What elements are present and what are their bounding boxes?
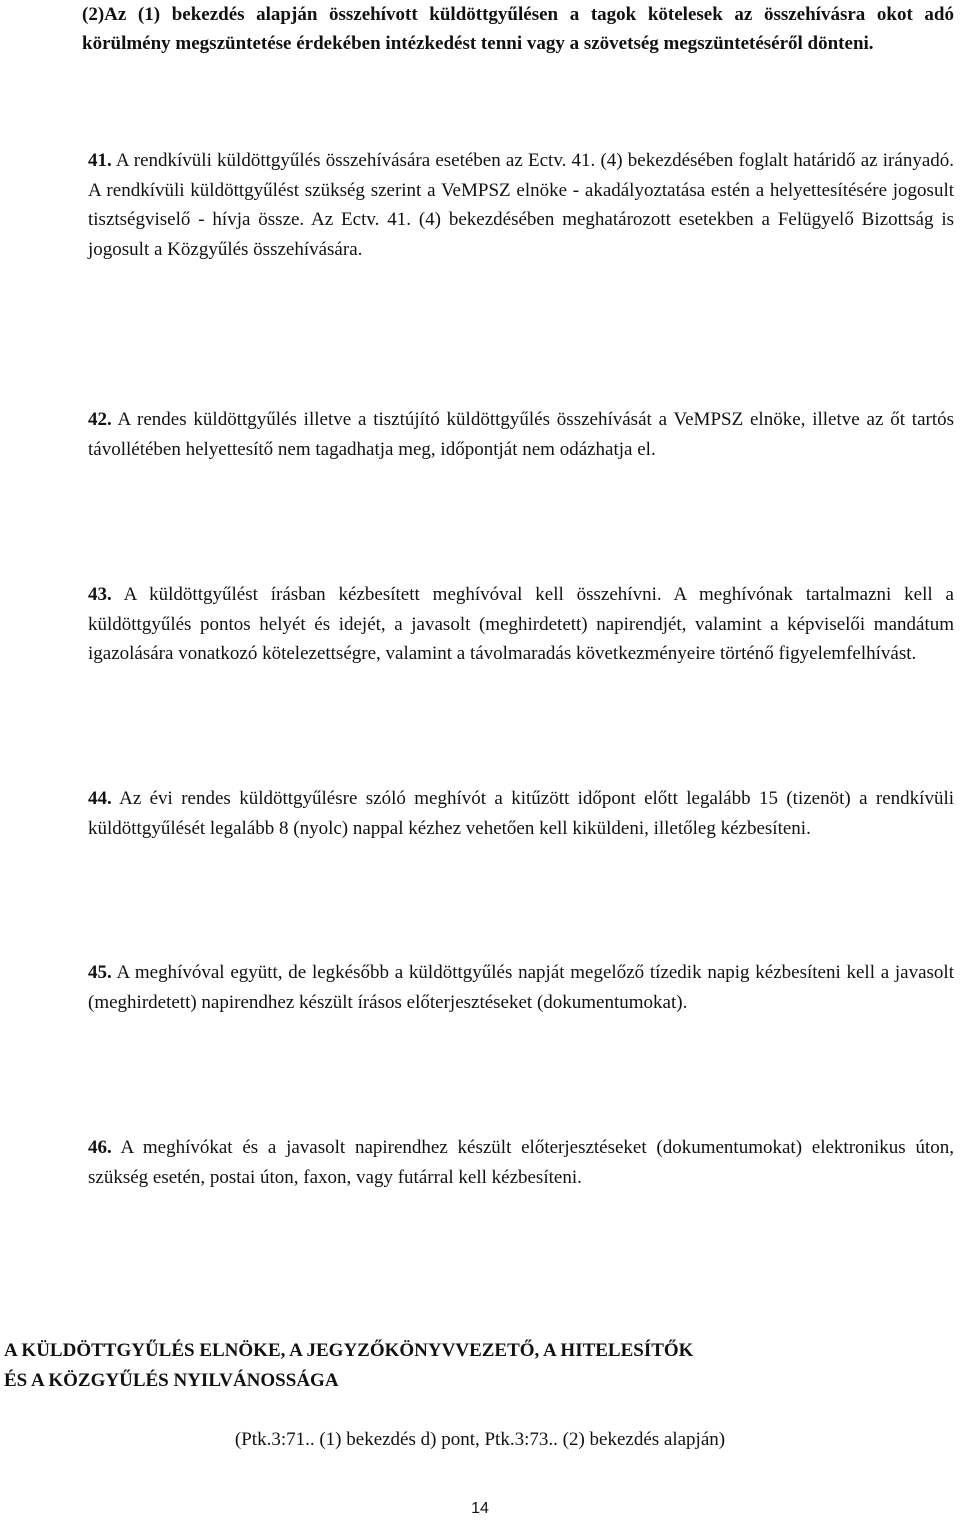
section-44 <box>88 784 954 843</box>
section-text: A meghívókat és a javasolt napirendhez készült előterjesztéseket (dokumentumokat) elektronikus úton, szükség esetén, postai úton, faxon, vagy futárral kell kézbesíteni. <box>88 1137 954 1188</box>
section-41 <box>88 146 954 264</box>
page-number: 14 <box>471 1500 489 1517</box>
legal-reference: (Ptk.3:71.. (1) bekezdés d) pont, Ptk.3:73.. (2) bekezdés alapján) <box>234 1429 726 1450</box>
section-number: 43. <box>88 584 112 605</box>
section-number: 45. <box>88 962 112 983</box>
section-number: 46. <box>88 1137 112 1158</box>
heading-line-1: A KÜLDÖTTGYŰLÉS ELNÖKE, A JEGYZŐKÖNYVVEZETŐ, A HITELESÍTŐK <box>4 1340 694 1361</box>
section-number: 41. <box>88 150 112 171</box>
section-46 <box>88 1133 954 1192</box>
section-number: 42. <box>88 409 112 430</box>
section-text: A rendkívüli küldöttgyűlés összehívására esetében az Ectv. 41. (4) bekezdésében foglalt határidő az irányadó. A rendkívüli küldöttgyűlést szükség szerint a VeMPSZ elnöke - akadályoztatása estén a helyettesítésére jogosult tisztségviselő - hívja össze. Az Ectv. 41. (4) bekezdésében meghatározott esetekben a Felügyelő Bizottság is jogosult a Közgyűlés összehívására. <box>88 150 955 260</box>
heading-line-2: ÉS A KÖZGYŰLÉS NYILVÁNOSSÁGA <box>4 1370 339 1391</box>
section-43 <box>88 580 954 669</box>
section-42 <box>88 405 954 464</box>
section-45 <box>88 958 954 1017</box>
chapter-heading <box>4 1336 954 1396</box>
section-number: 44. <box>88 788 112 809</box>
intro-paragraph: (2)Az (1) bekezdés alapján összehívott küldöttgyűlésen a tagok kötelesek az összehívásra okot adó körülmény megszüntetése érdekében intézkedést tenni vagy a szövetség megszüntetéséről dönteni. <box>82 4 954 54</box>
section-text: A rendes küldöttgyűlés illetve a tisztújító küldöttgyűlés összehívását a VeMPSZ elnöke, illetve az őt tartós távollétében helyettesítő nem tagadhatja meg, időpontját nem odázhatja el. <box>88 409 955 460</box>
section-text: A meghívóval együtt, de legkésőbb a küldöttgyűlés napját megelőző tízedik napig kézbesíteni kell a javasolt (meghirdetett) napirendhez készült írásos előterjesztéseket (dokumentumokat). <box>88 962 954 1013</box>
section-text: Az évi rendes küldöttgyűlésre szóló meghívót a kitűzött időpont előtt legalább 15 (tizenöt) a rendkívüli küldöttgyűlését legalább 8 (nyolc) nappal kézhez vehetően kell kiküldeni, illetőleg kézbesíteni. <box>88 788 955 839</box>
section-text: A küldöttgyűlést írásban kézbesített meghívóval kell összehívni. A meghívónak tartalmazni kell a küldöttgyűlés pontos helyét és idejét, a javasolt (meghirdetett) napirendjét, valamint a képviselői mandátum igazolására vonatkozó kötelezettségre, valamint a távolmaradás következményeire történő figyelemfelhívást. <box>88 584 954 664</box>
